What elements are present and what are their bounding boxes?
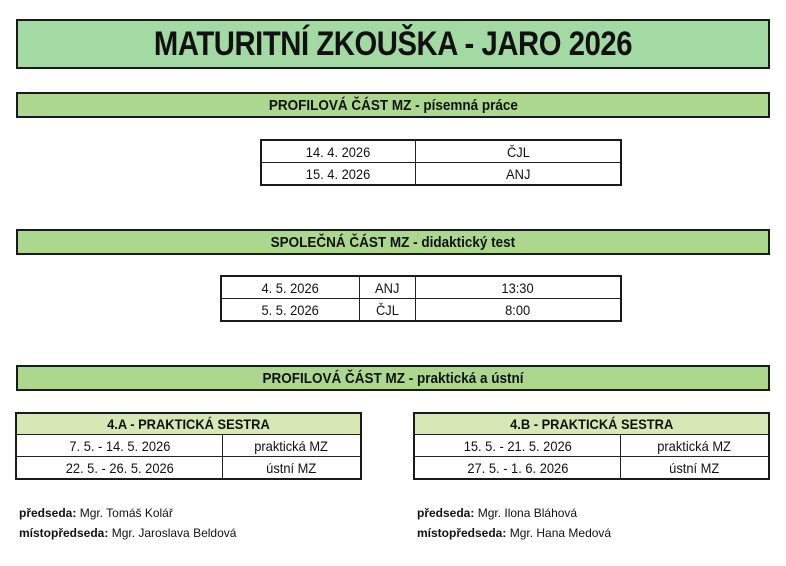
chair-line: předseda: Mgr. Ilona Bláhová [417,506,578,520]
exam-type: praktická MZ [223,435,361,457]
exam-subject: ČJL [360,299,416,321]
vice-chair-name: Mgr. Jaroslava Beldová [111,526,237,540]
written-exam-table [261,140,621,185]
class-header: 4.A - PRAKTICKÁ SESTRA [17,414,361,435]
committee-4a [19,503,236,543]
vice-chair-line: místopředseda: Mgr. Jaroslava Beldová [19,526,237,540]
table-row [262,141,621,163]
exam-type: ústní MZ [621,457,769,479]
exam-date: 5. 5. 2026 [222,299,360,321]
exam-dates: 27. 5. - 1. 6. 2026 [415,457,621,479]
table-row [415,457,769,479]
table-row [262,163,621,185]
section-heading-didactic: SPOLEČNÁ ČÁST MZ - didaktický test [16,229,770,255]
exam-dates: 7. 5. - 14. 5. 2026 [17,435,223,457]
didactic-test-table [221,276,621,321]
exam-subject: ANJ [416,163,621,185]
exam-type: praktická MZ [621,435,769,457]
exam-date: 15. 4. 2026 [262,163,416,185]
table-row [222,299,621,321]
class-4a-table [16,413,361,479]
exam-time: 13:30 [416,277,621,299]
section-heading-written: PROFILOVÁ ČÁST MZ - písemná práce [16,92,770,118]
exam-type: ústní MZ [223,457,361,479]
chair-name: Mgr. Ilona Bláhová [477,506,578,520]
table-row [17,435,361,457]
exam-date: 4. 5. 2026 [222,277,360,299]
chair-line: předseda: Mgr. Tomáš Kolář [19,506,173,520]
exam-subject: ČJL [416,141,621,163]
page-title [16,19,770,69]
page-title-text: MATURITNÍ ZKOUŠKA - JARO 2026 [153,24,633,63]
committee-4b [417,503,611,543]
table-row [415,435,769,457]
exam-date: 14. 4. 2026 [262,141,416,163]
section-heading-oral: PROFILOVÁ ČÁST MZ - praktická a ústní [16,365,770,391]
vice-chair-line: místopředseda: Mgr. Hana Medová [417,526,612,540]
table-row [17,457,361,479]
exam-subject: ANJ [360,277,416,299]
chair-name: Mgr. Tomáš Kolář [79,506,173,520]
exam-dates: 22. 5. - 26. 5. 2026 [17,457,223,479]
exam-dates: 15. 5. - 21. 5. 2026 [415,435,621,457]
vice-chair-name: Mgr. Hana Medová [509,526,612,540]
class-header: 4.B - PRAKTICKÁ SESTRA [415,414,769,435]
table-row [222,277,621,299]
exam-time: 8:00 [416,299,621,321]
class-4b-table [414,413,769,479]
